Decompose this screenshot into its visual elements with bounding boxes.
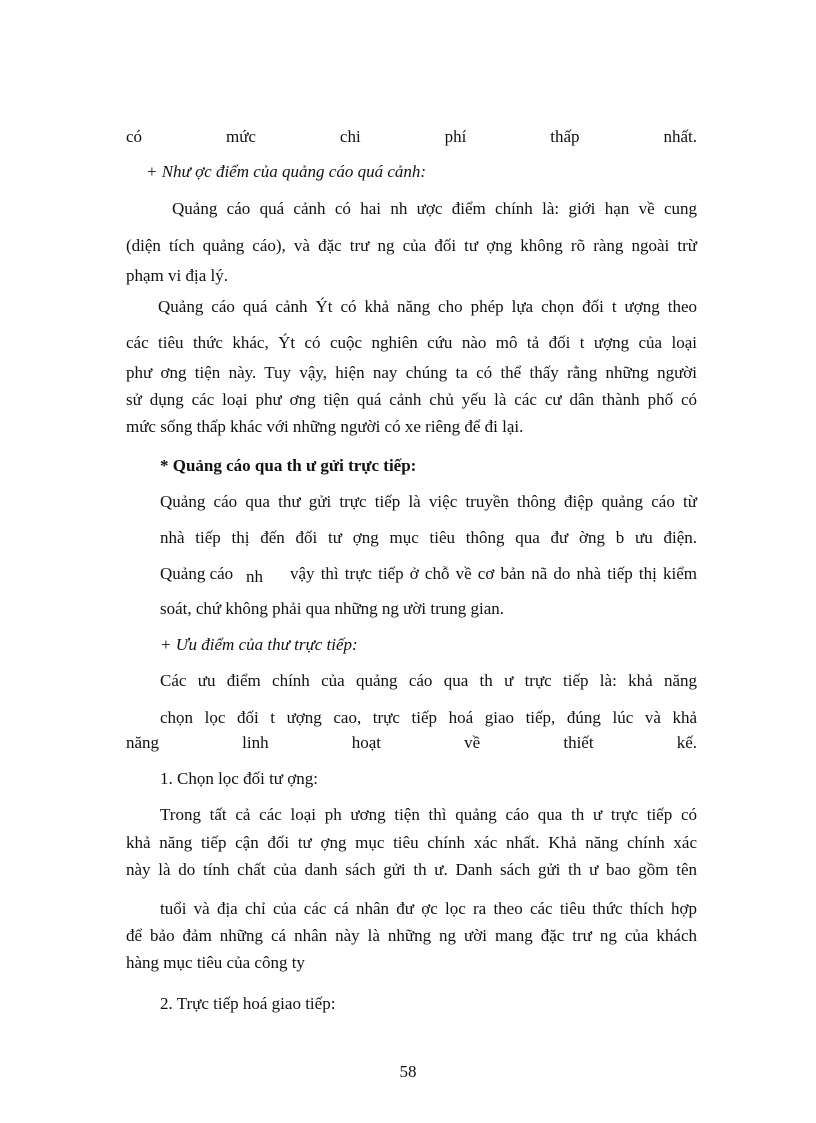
paragraph-line: Trong tất cả các loại ph ương tiện thì quảng cáo qua th ư trực tiếp có xyxy=(160,805,697,824)
paragraph-line: để bảo đảm những cá nhân này là những ng ười mang đặc trư ng của khách xyxy=(126,926,697,945)
paragraph-line: Quảng cáo xyxy=(160,564,234,583)
paragraph-line: soát, chứ không phải qua những ng ười trung gian. xyxy=(160,599,505,618)
section-heading: + Ưu điểm của thư trực tiếp: xyxy=(160,635,358,654)
section-heading: + Như ợc điểm của quảng cáo quá cảnh: xyxy=(146,162,427,181)
paragraph-line: các tiêu thức khác, Ýt có cuộc nghiên cứu nào mô tả đối t ượng của loại xyxy=(126,333,697,352)
paragraph-line: Các ưu điểm chính của quảng cáo qua th ư trực tiếp là: khả năng xyxy=(160,671,697,690)
paragraph-line: (diện tích quảng cáo), và đặc trư ng của đối tư ợng không rõ ràng ngoài trừ xyxy=(126,236,697,255)
paragraph-line: năng linh hoạt về thiết kế. xyxy=(126,733,697,752)
section-heading: 1. Chọn lọc đối tư ợng: xyxy=(160,769,318,788)
paragraph-line: vậy thì trực tiếp ở chỗ về cơ bản nã do nhà tiếp thị kiểm xyxy=(290,564,697,583)
paragraph-line: hàng mục tiêu của công ty xyxy=(126,953,305,972)
paragraph-line: mức sống thấp khác với những người có xe riêng để đi lại. xyxy=(126,417,524,436)
paragraph-line: phư ơng tiện này. Tuy vậy, hiện nay chúng ta có thể thấy rằng những người xyxy=(126,363,697,382)
section-heading: 2. Trực tiếp hoá giao tiếp: xyxy=(160,994,336,1013)
page-number: 58 xyxy=(399,1062,417,1081)
paragraph-line: này là do tính chất của danh sách gửi th ư. Danh sách gửi th ư bao gồm tên xyxy=(126,860,697,879)
paragraph-line: nhà tiếp thị đến đối tư ợng mục tiêu thông qua đư ờng b ưu điện. xyxy=(160,528,697,547)
paragraph-line: chọn lọc đối t ượng cao, trực tiếp hoá giao tiếp, đúng lúc và khả xyxy=(160,708,697,727)
paragraph-line: khả năng tiếp cận đối tư ợng mục tiêu chính xác nhất. Khả năng chính xác xyxy=(126,833,697,852)
paragraph-line: phạm vi địa lý. xyxy=(126,266,228,285)
paragraph-line: Quảng cáo quá cảnh Ýt có khả năng cho phép lựa chọn đối t ượng theo xyxy=(158,297,697,316)
paragraph-line: Quảng cáo quá cảnh có hai nh ược điểm chính là: giới hạn về cung xyxy=(172,199,697,218)
paragraph-line: sử dụng các loại phư ơng tiện quá cảnh chủ yếu là các cư dân thành phố có xyxy=(126,390,697,409)
paragraph-line: tuổi và địa chỉ của các cá nhân đư ợc lọc ra theo các tiêu thức thích hợp xyxy=(160,899,697,918)
paragraph-line: Quảng cáo qua thư gửi trực tiếp là việc truyền thông điệp quảng cáo từ xyxy=(160,492,697,511)
paragraph-line: có mức chi phí thấp nhất. xyxy=(126,127,697,146)
paragraph-fragment: nh xyxy=(246,567,263,586)
section-heading: * Quảng cáo qua th ư gửi trực tiếp: xyxy=(160,456,417,475)
